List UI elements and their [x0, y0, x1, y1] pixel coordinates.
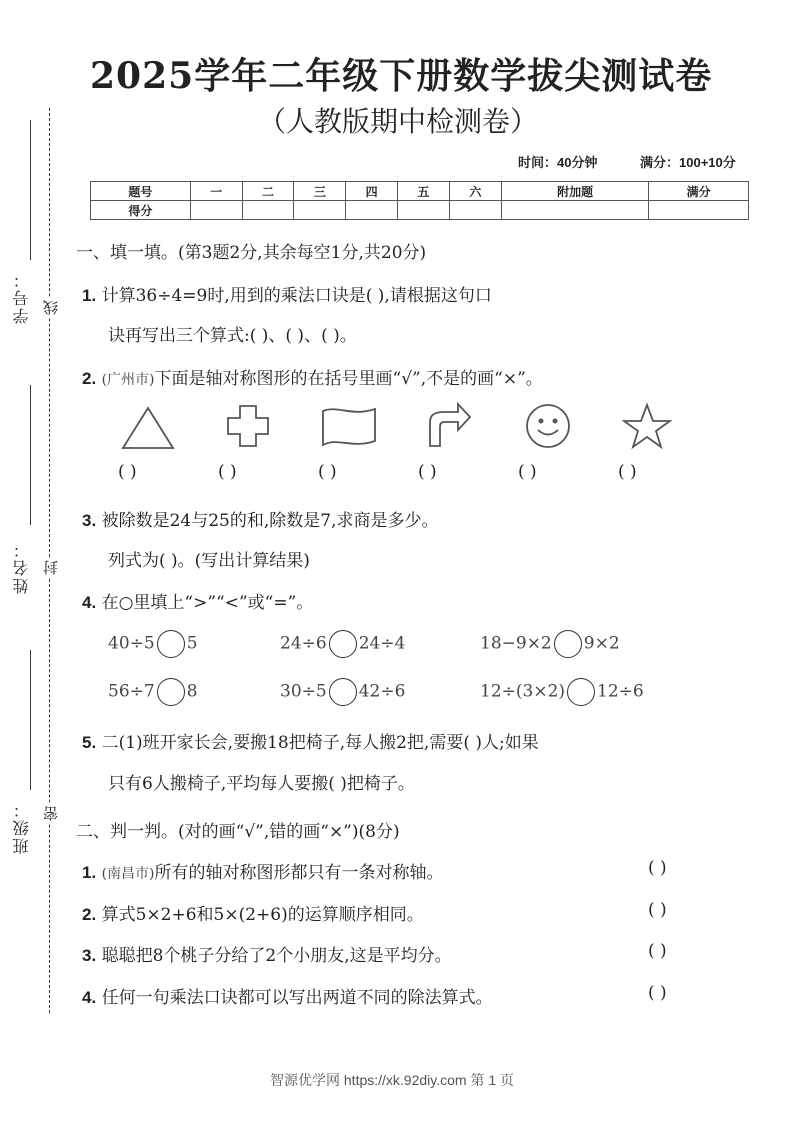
question-number: 3. — [82, 511, 97, 530]
comparison-right: 8 — [186, 681, 198, 702]
name-line — [30, 385, 31, 525]
answer-blank[interactable]: ( ) — [218, 462, 237, 482]
binding-word-secret: 密 — [42, 806, 60, 821]
class-line — [30, 650, 31, 790]
answer-blank[interactable]: ( ) — [618, 462, 637, 482]
question-1-line2: 诀再写出三个算式:( )、( )、( )。 — [108, 326, 357, 346]
comparison-right: 24÷4 — [358, 633, 406, 654]
comparison-item — [480, 678, 644, 706]
comparison-right: 5 — [186, 633, 198, 654]
question-number: 2. — [82, 905, 97, 924]
score-input-cell[interactable] — [398, 201, 450, 220]
question-3-line1 — [82, 506, 438, 531]
question-text: 被除数是24与25的和,除数是7,求商是多少。 — [101, 511, 439, 531]
score-table — [90, 181, 749, 220]
flag-icon — [320, 405, 378, 449]
question-1-line1 — [82, 281, 492, 306]
triangle-icon — [120, 405, 176, 451]
comparison-left: 24÷6 — [280, 633, 327, 654]
section1-title: 一、填一填。(第3题2分,其余每空1分,共20分) — [76, 243, 427, 263]
judge-answer-blank[interactable]: ( ) — [648, 858, 667, 878]
comparison-item — [108, 630, 198, 658]
page-title: 2025学年二年级下册数学拔尖测试卷 — [90, 55, 713, 97]
score-table-header-row — [91, 182, 749, 201]
comparison-circle[interactable] — [329, 630, 357, 658]
comparison-item — [280, 630, 405, 658]
smiley-icon — [524, 402, 572, 450]
student-id-line — [30, 120, 31, 260]
question-number: 4. — [82, 593, 97, 612]
score-table-cell: 二 — [242, 182, 294, 201]
question-number: 1. — [82, 863, 97, 882]
question-5-line1 — [82, 728, 539, 753]
judge-answer-blank[interactable]: ( ) — [648, 983, 667, 1003]
score-table-cell: 一 — [190, 182, 242, 201]
question-4 — [82, 588, 313, 613]
score-table-cell: 附加题 — [501, 182, 648, 201]
question-number: 3. — [82, 946, 97, 965]
star-icon — [622, 402, 672, 450]
question-number: 1. — [82, 286, 97, 305]
question-source: (南昌市) — [101, 866, 155, 882]
comparison-left: 12÷(3×2) — [480, 681, 566, 702]
score-input-cell[interactable] — [242, 201, 294, 220]
score-input-cell[interactable] — [294, 201, 346, 220]
comparison-circle[interactable] — [157, 630, 185, 658]
score-table-cell: 五 — [398, 182, 450, 201]
score-input-cell[interactable] — [190, 201, 242, 220]
comparison-left: 40÷5 — [108, 633, 155, 654]
question-text: 下面是轴对称图形的在括号里画“√”,不是的画“×”。 — [154, 369, 543, 389]
score-table-cell: 得分 — [91, 201, 191, 220]
judge-answer-blank[interactable]: ( ) — [648, 941, 667, 961]
binding-word-seal: 封 — [42, 560, 60, 575]
name-label: 姓名： — [12, 540, 31, 594]
comparison-item — [108, 678, 198, 706]
comparison-left: 30÷5 — [280, 681, 327, 702]
question-number: 5. — [82, 733, 97, 752]
judge-item — [82, 858, 444, 883]
score-table-cell: 三 — [294, 182, 346, 201]
question-2 — [82, 364, 543, 389]
page-subtitle: （人教版期中检测卷） — [258, 105, 539, 138]
comparison-circle[interactable] — [554, 630, 582, 658]
judge-answer-blank[interactable]: ( ) — [648, 900, 667, 920]
comparison-circle[interactable] — [329, 678, 357, 706]
answer-blank[interactable]: ( ) — [418, 462, 437, 482]
question-text: 聪聪把8个桃子分给了2个小朋友,这是平均分。 — [101, 946, 452, 966]
score-input-cell[interactable] — [346, 201, 398, 220]
judge-item — [82, 983, 493, 1008]
question-text: 所有的轴对称图形都只有一条对称轴。 — [154, 863, 444, 883]
question-text: 二(1)班开家长会,要搬18把椅子,每人搬2把,需要( )人;如果 — [101, 733, 539, 753]
question-text: 在○里填上“>”“<”或“=”。 — [101, 593, 314, 613]
score-input-cell[interactable] — [501, 201, 648, 220]
comparison-left: 18−9×2 — [480, 633, 552, 654]
comparison-item — [480, 630, 620, 658]
student-id-label: 学号： — [12, 270, 31, 324]
judge-item — [82, 941, 452, 966]
binding-word-line: 线 — [42, 300, 60, 315]
full-score: 满分：100+10分 — [640, 155, 736, 170]
answer-blank[interactable]: ( ) — [118, 462, 137, 482]
page-footer: 智源优学网 https://xk.92diy.com 第 1 页 — [270, 1072, 515, 1088]
score-table-score-row — [91, 201, 749, 220]
comparison-item — [280, 678, 405, 706]
comparison-circle[interactable] — [157, 678, 185, 706]
comparison-right: 9×2 — [583, 633, 620, 654]
score-table-cell: 题号 — [91, 182, 191, 201]
question-5-line2: 只有6人搬椅子,平均每人要搬( )把椅子。 — [108, 774, 415, 794]
answer-blank[interactable]: ( ) — [318, 462, 337, 482]
question-text: 任何一句乘法口诀都可以写出两道不同的除法算式。 — [101, 988, 493, 1008]
score-table-cell: 四 — [346, 182, 398, 201]
question-text: 计算36÷4=9时,用到的乘法口诀是( ),请根据这句口 — [101, 286, 492, 306]
judge-item — [82, 900, 424, 925]
answer-blank[interactable]: ( ) — [518, 462, 537, 482]
comparison-circle[interactable] — [567, 678, 595, 706]
score-input-cell[interactable] — [449, 201, 501, 220]
score-input-cell[interactable] — [649, 201, 749, 220]
class-label: 班级： — [12, 800, 31, 854]
cross-icon — [224, 402, 272, 450]
time-limit: 时间：40分钟 — [518, 155, 598, 170]
comparison-left: 56÷7 — [108, 681, 155, 702]
comparison-right: 42÷6 — [358, 681, 406, 702]
arrow-icon — [424, 400, 474, 450]
score-table-cell: 满分 — [649, 182, 749, 201]
question-3-line2: 列式为( )。(写出计算结果) — [108, 551, 310, 571]
question-number: 4. — [82, 988, 97, 1007]
comparison-right: 12÷6 — [597, 681, 644, 702]
question-text: 算式5×2+6和5×(2+6)的运算顺序相同。 — [101, 905, 424, 925]
question-number: 2. — [82, 369, 97, 388]
question-source: (广州市) — [101, 372, 155, 388]
section2-title: 二、判一判。(对的画“√”,错的画“×”)(8分) — [76, 822, 400, 842]
score-table-cell: 六 — [449, 182, 501, 201]
